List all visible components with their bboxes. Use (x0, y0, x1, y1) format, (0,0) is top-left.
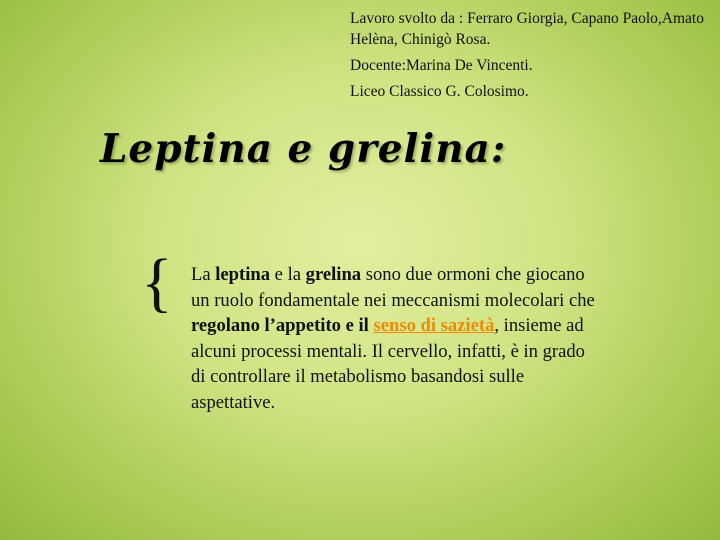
credits-block (350, 8, 710, 107)
term-leptina: leptina (215, 264, 271, 285)
link-senso-sazieta[interactable]: senso di sazietà (373, 315, 495, 336)
credits-teacher: Docente:Marina De Vincenti. (350, 57, 533, 74)
body-paragraph (191, 262, 596, 415)
term-grelina: grelina (305, 264, 362, 285)
brace-decoration: { (141, 246, 173, 319)
body-text-2: e la (270, 264, 306, 285)
term-regolano-appetito: regolano l’appetito e il (191, 315, 369, 336)
slide-title: Leptina e grelina: (100, 126, 507, 172)
body-text-3: sono due ormoni che giocano un ruolo fondamentale nei meccanismi molecolari che (191, 264, 595, 311)
credits-authors: Lavoro svolto da : Ferraro Giorgia, Capano Paolo,Amato Helèna, Chinigò Rosa. (350, 10, 704, 48)
body-text-1: La (191, 264, 216, 285)
body-text-5: , insieme ad alcuni processi mentali. Il cervello, infatti, è in grado di controllare il metabolismo basandosi sulle aspettative. (191, 315, 585, 413)
credits-school: Liceo Classico G. Colosimo. (350, 83, 529, 100)
